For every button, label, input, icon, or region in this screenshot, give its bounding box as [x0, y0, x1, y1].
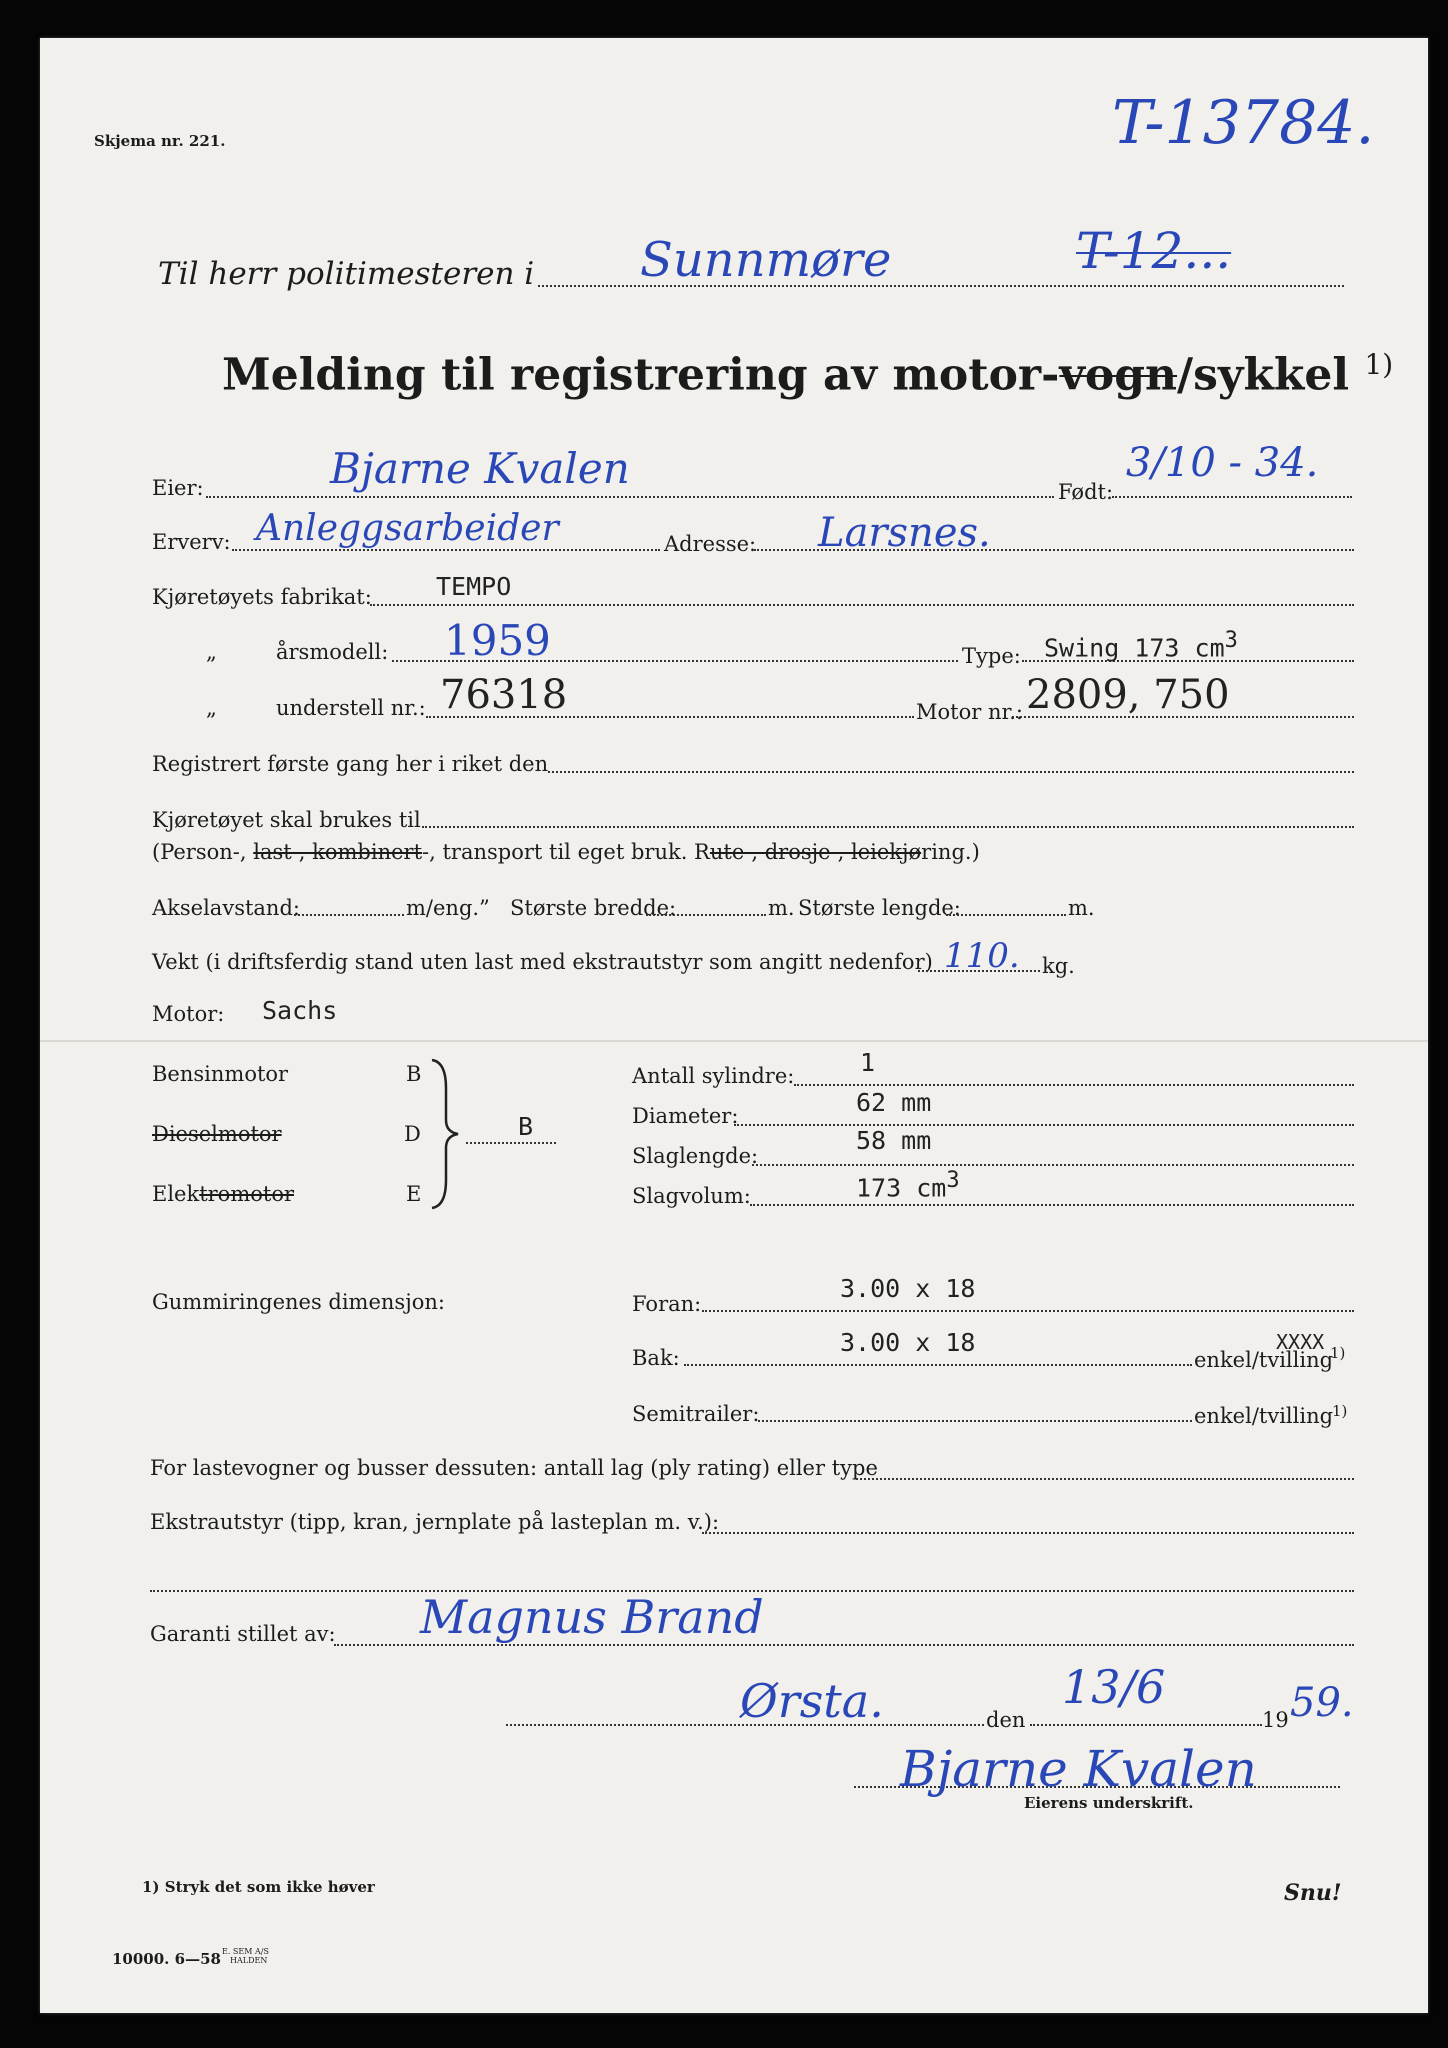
width-line: [646, 914, 766, 916]
make-value: TEMPO: [436, 572, 512, 601]
axle-label: Akselavstand:: [152, 896, 300, 920]
weight-label: Vekt (i driftsferdig stand uten last med ekstrautstyr som angitt nedenfor): [152, 950, 933, 974]
form-sheet: [40, 38, 1428, 2013]
fuel-selected: B: [518, 1112, 534, 1141]
make-line: [370, 604, 1354, 606]
weight-value: 110.: [944, 936, 1020, 976]
occupation-line: [232, 549, 660, 551]
volume-label: Slagvolum:: [632, 1184, 751, 1208]
front-line: [702, 1310, 1354, 1312]
axle-unit: m/eng.”: [406, 896, 490, 920]
rear-value: 3.00 x 18: [840, 1328, 976, 1357]
length-label: Største lengde:: [798, 896, 961, 920]
address-value: Larsnes.: [818, 510, 991, 556]
first-registered-line: [548, 771, 1354, 773]
footnote: 1) Stryk det som ikke høver: [142, 1878, 375, 1896]
fold-line: [40, 1040, 1428, 1042]
chassis-value: 76318: [440, 672, 568, 718]
cylinders-label: Antall sylindre:: [632, 1064, 795, 1088]
owner-label: Eier:: [152, 476, 204, 500]
volume-sup: 3: [946, 1168, 960, 1193]
rear-note: 1): [1330, 1344, 1346, 1362]
fuel-electric-struck: tromotor: [199, 1182, 295, 1206]
addressee-label: Til herr politimesteren i: [158, 256, 535, 292]
usage-a: (Person-,: [152, 840, 247, 864]
motor-number-value: 2809, 750: [1026, 672, 1230, 718]
printer-name: [222, 1947, 269, 1965]
volume-value: 173 cm: [856, 1173, 947, 1203]
semi-suffix: enkel/tvilling: [1194, 1404, 1334, 1428]
first-registered-label: Registrert første gang her i riket den: [152, 752, 549, 776]
extras-line: [702, 1532, 1354, 1534]
fuel-electric-plain: Elek: [152, 1182, 200, 1206]
fuel-electric-code: E: [406, 1182, 422, 1206]
rear-mark: XXXX: [1276, 1330, 1325, 1354]
guarantee-line: [334, 1644, 1354, 1646]
occupation-label: Erverv:: [152, 530, 231, 554]
chassis-label: understell nr.:: [276, 696, 426, 720]
year-label: årsmodell:: [276, 640, 389, 664]
weight-unit: kg.: [1042, 954, 1075, 978]
fuel-diesel-code: D: [404, 1122, 421, 1146]
trucks-label: For lastevogner og busser dessuten: antall lag (ply rating) eller type: [150, 1456, 878, 1480]
year-quote: „: [206, 640, 217, 664]
rear-suffix: enkel/tvilling: [1194, 1348, 1334, 1372]
type-value: Swing 173 cm: [1044, 633, 1225, 663]
year-value: 1959: [444, 616, 551, 665]
usage-line2: [152, 840, 980, 864]
form-number: Skjema nr. 221.: [94, 132, 226, 150]
case-number: T-13784.: [1112, 88, 1375, 158]
cylinders-line: [794, 1084, 1354, 1086]
volume-wrap: [856, 1168, 960, 1202]
cylinders-value: 1: [860, 1048, 876, 1077]
usage-struck1: last-, kombinert: [253, 840, 423, 864]
rear-line: [684, 1364, 1192, 1366]
length-line: [946, 914, 1066, 916]
fuel-brace: [428, 1058, 464, 1210]
date-line: [1030, 1724, 1262, 1726]
front-label: Foran:: [632, 1292, 702, 1316]
title-prefix: Melding til registrering av motor-: [222, 349, 1060, 401]
fuel-selected-line: [466, 1142, 556, 1144]
tyres-label: Gummiringenes dimensjon:: [152, 1290, 445, 1314]
diameter-label: Diameter:: [632, 1104, 739, 1128]
turn-page: Snu!: [1284, 1880, 1342, 1906]
usage-line: [422, 826, 1354, 828]
front-value: 3.00 x 18: [840, 1274, 976, 1303]
form-title: [222, 348, 1393, 401]
fuel-petrol-code: B: [406, 1062, 422, 1086]
diameter-value: 62 mm: [856, 1088, 932, 1117]
guarantee-value: Magnus Brand: [420, 1590, 764, 1644]
title-suffix: /sykkel: [1177, 349, 1350, 401]
born-line: [1112, 496, 1352, 498]
date-value: 13/6: [1062, 1660, 1166, 1714]
motor-value: Sachs: [262, 996, 338, 1025]
semi-label: Semitrailer:: [632, 1402, 760, 1426]
place-value: Ørsta.: [740, 1674, 884, 1728]
usage-b: -, transport til eget bruk. R: [422, 840, 710, 864]
born-value: 3/10 - 34.: [1126, 440, 1319, 486]
make-label: Kjøretøyets fabrikat:: [152, 585, 372, 609]
usage-label: Kjøretøyet skal brukes til: [152, 808, 421, 832]
signature: Bjarne Kvalen: [900, 1740, 1257, 1798]
guarantee-label: Garanti stillet av:: [150, 1622, 336, 1646]
rear-label: Bak:: [632, 1346, 680, 1370]
fuel-diesel: Dieselmotor: [152, 1122, 282, 1146]
printer-line1: E. SEM A/S: [222, 1947, 269, 1956]
born-label: Født:: [1058, 480, 1114, 504]
stroke-value: 58 mm: [856, 1126, 932, 1155]
signature-label: Eierens underskrift.: [1024, 1794, 1194, 1812]
fuel-electric: [152, 1182, 294, 1206]
addressee-value: Sunnmøre: [640, 232, 892, 288]
trucks-line: [856, 1478, 1354, 1480]
type-sup: 3: [1224, 628, 1238, 653]
diameter-line: [734, 1124, 1354, 1126]
stroke-line: [752, 1164, 1354, 1166]
title-footnote: 1): [1364, 348, 1394, 381]
volume-line: [750, 1204, 1354, 1206]
owner-value: Bjarne Kvalen: [330, 444, 630, 493]
width-unit: m.: [768, 896, 795, 920]
chassis-quote: „: [206, 696, 217, 720]
printer-code: 10000. 6—58: [112, 1950, 221, 1968]
den-label: den: [986, 1708, 1026, 1732]
occupation-value: Anleggsarbeider: [256, 508, 559, 549]
semi-line: [758, 1420, 1192, 1422]
axle-line: [294, 914, 404, 916]
motor-number-label: Motor nr.:: [916, 700, 1023, 724]
address-label: Adresse:: [664, 532, 757, 556]
motor-label: Motor:: [152, 1002, 225, 1026]
stroke-label: Slaglengde:: [632, 1144, 759, 1168]
extras-label: Ekstrautstyr (tipp, kran, jernplate på lasteplan m. v.):: [150, 1510, 720, 1534]
usage-struck2: ute-, drosje-, leiekjø: [709, 840, 922, 864]
usage-c: ring.): [921, 840, 980, 864]
owner-line: [206, 496, 1054, 498]
semi-note: 1): [1332, 1402, 1348, 1420]
fuel-petrol: Bensinmotor: [152, 1062, 289, 1086]
addressee-crossed: T-12...: [1076, 222, 1232, 280]
type-label: Type:: [962, 644, 1021, 668]
width-label: Største bredde:: [510, 896, 677, 920]
printer-line2: HALDEN: [230, 1956, 268, 1965]
type-value-wrap: [1044, 628, 1238, 662]
year-suffix: 59.: [1290, 1680, 1354, 1726]
title-struck: vogn: [1059, 349, 1178, 401]
length-unit: m.: [1068, 896, 1095, 920]
year-prefix: 19: [1262, 1708, 1289, 1732]
